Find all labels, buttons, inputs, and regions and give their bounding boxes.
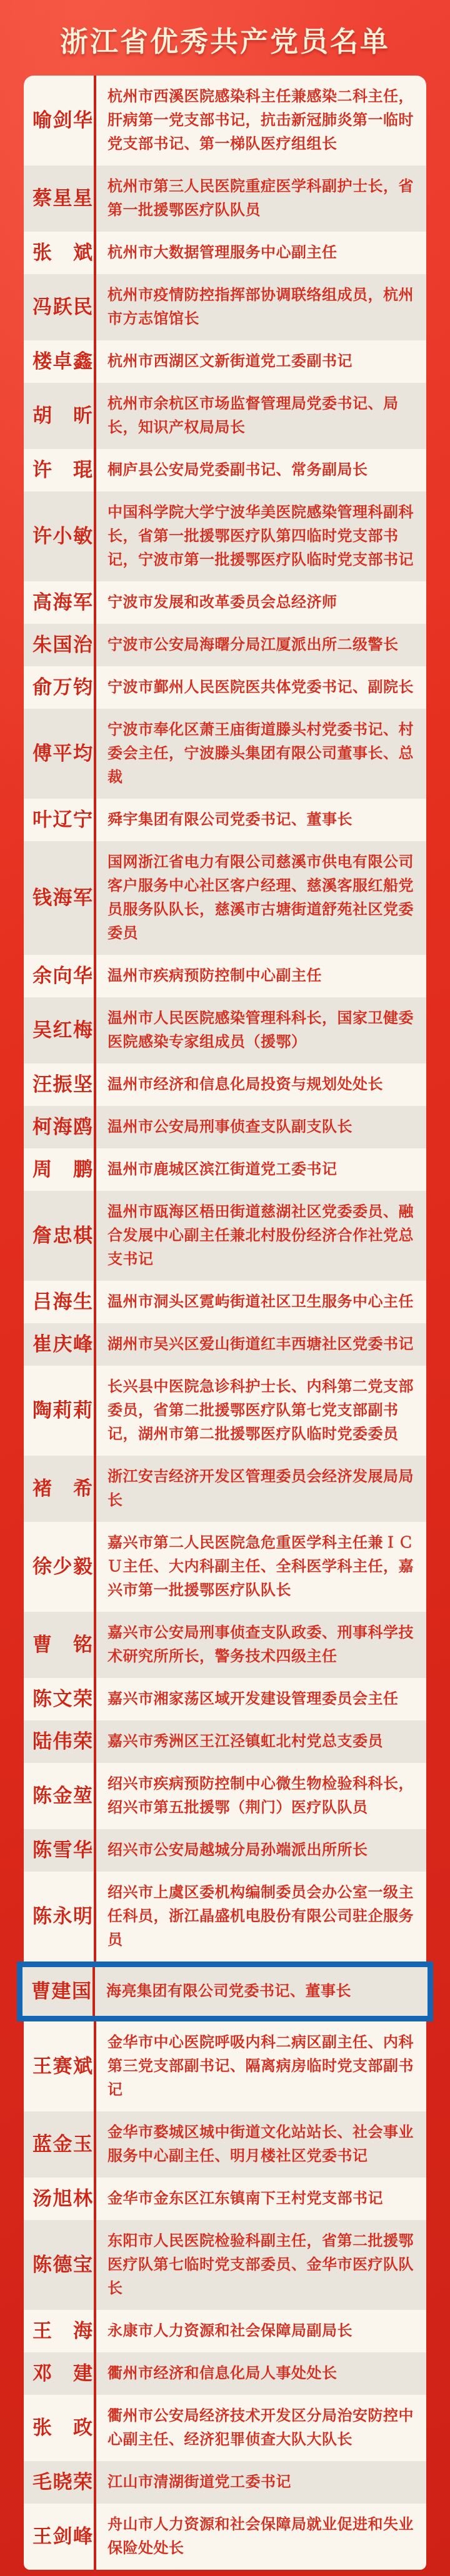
- member-name: 俞万钧: [32, 676, 92, 698]
- member-title-cell: [94, 1366, 426, 1456]
- list-item: [24, 383, 426, 449]
- member-title: 浙江安吉经济开发区管理委员会经济发展局局长: [108, 1468, 414, 1509]
- member-name: 邓 建: [32, 2362, 92, 2384]
- member-title-cell: [94, 1829, 426, 1872]
- list-item: [24, 1281, 426, 1323]
- list-item: [24, 2504, 426, 2570]
- member-name: 冯跃民: [32, 295, 92, 318]
- list-item: [24, 2111, 426, 2178]
- member-name: 许 琨: [32, 458, 92, 481]
- list-item: [24, 2461, 426, 2504]
- member-title: 国网浙江省电力有限公司慈溪市供电有限公司客户服务中心社区客户经理、慈溪客服红船党员服务队队长，慈溪市古塘街道舒苑社区党委委员: [108, 854, 414, 942]
- member-name-cell: [24, 165, 94, 232]
- page-title: 浙江省优秀共产党员名单: [59, 26, 390, 57]
- member-name-cell: [24, 76, 94, 165]
- member-title-cell: [94, 1323, 426, 1366]
- list-item: [24, 340, 426, 383]
- member-title-cell: [94, 581, 426, 624]
- member-name-cell: [24, 2111, 94, 2178]
- list-item: [24, 1191, 426, 1281]
- member-name: 吕海生: [32, 1290, 92, 1313]
- member-title: 宁波市公安局海曙分局江厦派出所二级警长: [108, 636, 399, 653]
- member-name: 傅平均: [32, 742, 92, 764]
- member-name-cell: [24, 449, 94, 491]
- list-item: [24, 2178, 426, 2220]
- member-name-cell: [24, 841, 94, 955]
- list-item: [24, 274, 426, 340]
- list-item: [24, 1829, 426, 1872]
- member-title: 金华市婺城区城中街道文化站站长、社会事业服务中心副主任、明月楼社区党委书记: [108, 2124, 414, 2164]
- member-title: 金华市金东区江东镇南下王村党支部书记: [108, 2190, 383, 2207]
- member-title: 绍兴市公安局越城分局孙端派出所所长: [108, 1842, 368, 1858]
- list-item: [24, 2220, 426, 2310]
- member-name-cell: [24, 1872, 94, 1962]
- member-name: 楼卓鑫: [32, 350, 92, 372]
- member-name: 褚 希: [32, 1477, 92, 1499]
- member-title-cell: [94, 1063, 426, 1106]
- member-name: 陈金堃: [32, 1784, 92, 1807]
- member-name-cell: [24, 1720, 94, 1763]
- member-name: 张 斌: [32, 241, 92, 264]
- member-title-cell: [94, 841, 426, 955]
- list-item: [24, 666, 426, 709]
- member-title-cell: [94, 2220, 426, 2310]
- member-title-cell: [94, 1678, 426, 1720]
- member-name: 蓝金玉: [32, 2133, 92, 2155]
- member-name-cell: [24, 1281, 94, 1323]
- member-title: 东阳市人民医院检验科副主任，省第二批援鄂医疗队第七临时党支部委员、金华市医疗队队长: [108, 2233, 414, 2297]
- list-item: [24, 1323, 426, 1366]
- member-title-cell: [94, 383, 426, 449]
- member-name: 高海军: [32, 591, 92, 613]
- member-title-cell: [94, 1872, 426, 1962]
- list-item: [24, 449, 426, 491]
- member-title: 衢州市公安局经济技术开发区分局治安防控中心副主任、经济犯罪侦查大队大队长: [108, 2407, 414, 2448]
- member-title: 杭州市西湖区文新街道党工委副书记: [108, 353, 352, 370]
- member-title: 温州市人民医院感染管理科科长，国家卫健委医院感染专家组成员（援鄂）: [108, 1010, 414, 1050]
- member-title: 长兴县中医院急诊科护士长、内科第二党支部委员，省第二批援鄂医疗队第七党支部副书记，湖州市第二批援鄂医疗队临时党委委员: [108, 1378, 414, 1443]
- member-title-cell: [94, 2352, 426, 2395]
- member-name-cell: [24, 2504, 94, 2570]
- list-item: [24, 76, 426, 165]
- member-title: 舜宇集团有限公司党委书记、董事长: [108, 811, 352, 828]
- member-title: 温州市疾病预防控制中心副主任: [108, 967, 322, 984]
- member-name: 许小敏: [32, 525, 92, 547]
- member-name-cell: [24, 383, 94, 449]
- member-name: 张 政: [32, 2416, 92, 2439]
- member-name-cell: [24, 2220, 94, 2310]
- member-title-cell: [94, 491, 426, 581]
- member-title: 宁波市发展和改革委员会总经济师: [108, 594, 338, 611]
- member-name-cell: [24, 955, 94, 997]
- member-name-cell: [24, 1106, 94, 1148]
- member-name-cell: [24, 2352, 94, 2395]
- member-title-cell: [94, 1106, 426, 1148]
- member-title: 绍兴市疾病预防控制中心微生物检验科科长，绍兴市第五批援鄂（荆门）医疗队队员: [108, 1775, 414, 1816]
- member-title: 温州市瓯海区梧田街道慈湖社区党委委员、融合发展中心副主任兼北村股份经济合作社党总支书记: [108, 1203, 414, 1268]
- member-name: 王 海: [32, 2319, 92, 2342]
- list-item: [24, 165, 426, 232]
- member-name-cell: [24, 1191, 94, 1281]
- member-name-cell: [24, 1612, 94, 1678]
- member-name-cell: [24, 709, 94, 799]
- member-name-cell: [24, 997, 94, 1063]
- member-title-cell: [94, 624, 426, 666]
- member-title: 温州市鹿城区滨江街道党工委书记: [108, 1161, 338, 1178]
- member-title-cell: [94, 449, 426, 491]
- member-name: 王剑峰: [32, 2525, 92, 2547]
- list-item: [24, 841, 426, 955]
- member-title: 绍兴市上虞区委机构编制委员会办公室一级主任科员，浙江晶盛机电股份有限公司驻企服务员: [108, 1884, 414, 1948]
- member-name-cell: [24, 1323, 94, 1366]
- member-title-cell: [94, 1720, 426, 1763]
- member-title-cell: [94, 997, 426, 1063]
- member-list: [24, 76, 426, 2576]
- member-title-cell: [94, 232, 426, 274]
- member-name: 陶莉莉: [32, 1399, 92, 1421]
- member-name: 王赛斌: [32, 2055, 92, 2077]
- member-title-cell: [94, 709, 426, 799]
- member-title-cell: [94, 1281, 426, 1323]
- highlight-box: [17, 1962, 433, 2021]
- member-title: 衢州市经济和信息化局人事处处长: [108, 2365, 338, 2382]
- member-name-cell: [24, 2310, 94, 2352]
- list-item: [24, 799, 426, 841]
- member-name-cell: [24, 799, 94, 841]
- member-title-cell: [94, 1763, 426, 1829]
- member-name: 陈文荣: [32, 1687, 92, 1710]
- member-title-cell: [94, 2111, 426, 2178]
- member-name: 陈德宝: [32, 2253, 92, 2276]
- member-name: 钱海军: [32, 886, 92, 909]
- list-item: [24, 2021, 426, 2111]
- member-name-cell: [24, 624, 94, 666]
- member-name-cell: [24, 2461, 94, 2504]
- member-title: 江山市清湖街道党工委书记: [108, 2474, 291, 2490]
- member-name: 詹忠棋: [32, 1224, 92, 1246]
- member-name-cell: [24, 2021, 94, 2111]
- member-title-cell: [94, 955, 426, 997]
- list-item: [24, 2395, 426, 2461]
- member-name-cell: [24, 1678, 94, 1720]
- member-title-cell: [94, 1612, 426, 1678]
- list-item: [24, 1720, 426, 1763]
- member-name-cell: [24, 1366, 94, 1456]
- list-item: [24, 1063, 426, 1106]
- member-name-cell: [24, 2178, 94, 2220]
- member-title: 金华市中心医院呼吸内科二病区副主任、内科第三党支部副书记、隔离病房临时党支部副书记: [108, 2034, 414, 2098]
- member-name-cell: [24, 340, 94, 383]
- list-item: [24, 1612, 426, 1678]
- member-title: 嘉兴市公安局刑事侦查支队政委、刑事科学技术研究所所长，警务技术四级主任: [108, 1624, 414, 1665]
- member-name-cell: [24, 274, 94, 340]
- list-item: [24, 232, 426, 274]
- member-name: 陆伟荣: [32, 1730, 92, 1752]
- member-name: 曹建国: [31, 1980, 91, 2002]
- member-title-cell: [94, 274, 426, 340]
- member-name: 汪振坚: [32, 1073, 92, 1095]
- member-name: 陈永明: [32, 1905, 92, 1927]
- member-name-cell: [24, 491, 94, 581]
- member-title-cell: [92, 1967, 428, 2016]
- member-name: 汤旭林: [32, 2187, 92, 2209]
- member-name: 毛晓荣: [32, 2470, 92, 2493]
- member-title: 宁波市鄞州人民医院医共体党委书记、副院长: [108, 679, 414, 696]
- member-title: 海亮集团有限公司党委书记、董事长: [106, 1983, 351, 2000]
- list-item: [24, 997, 426, 1063]
- member-title-cell: [94, 2021, 426, 2111]
- member-title: 嘉兴市湘家荡区域开发建设管理委员会主任: [108, 1690, 399, 1707]
- member-name: 柯海鸥: [32, 1115, 92, 1138]
- member-title: 舟山市人力资源和社会保障局就业促进和失业保险处处长: [108, 2516, 414, 2557]
- member-name: 吴红梅: [32, 1019, 92, 1041]
- member-title: 宁波市奉化区萧王庙街道滕头村党委书记、村委会主任，宁波滕头集团有限公司董事长、总裁: [108, 721, 414, 786]
- member-title-cell: [94, 1191, 426, 1281]
- member-title: 湖州市吴兴区爱山街道红丰西塘社区党委书记: [108, 1336, 414, 1353]
- member-title-cell: [94, 666, 426, 709]
- member-title: 杭州市第三人民医院重症医学科副护士长，省第一批援鄂医疗队队员: [108, 178, 414, 219]
- member-title: 嘉兴市秀洲区王江泾镇虹北村党总支委员: [108, 1733, 383, 1750]
- member-title: 中国科学院大学宁波华美医院感染管理科副科长，省第一批援鄂医疗队第四临时党支部书记，宁波市第一批援鄂医疗队临时党支部书记: [108, 504, 414, 568]
- member-title-cell: [94, 1522, 426, 1612]
- member-title-cell: [94, 2395, 426, 2461]
- member-name: 陈雪华: [32, 1838, 92, 1861]
- member-name: 叶辽宁: [32, 808, 92, 831]
- member-title: 桐庐县公安局党委副书记、常务副局长: [108, 461, 368, 478]
- member-title: 温州市洞头区霓屿街道社区卫生服务中心主任: [108, 1293, 414, 1310]
- member-name: 胡 昕: [32, 404, 92, 427]
- list-item: [24, 955, 426, 997]
- member-title-cell: [94, 76, 426, 165]
- member-name: 蔡星星: [32, 187, 92, 209]
- list-item: [24, 1678, 426, 1720]
- member-name: 曹 铭: [32, 1633, 92, 1656]
- member-name: 朱国治: [32, 633, 92, 656]
- list-item: [24, 2352, 426, 2395]
- member-title-cell: [94, 2504, 426, 2570]
- list-item: [24, 491, 426, 581]
- member-title-cell: [94, 2310, 426, 2352]
- member-title: 嘉兴市第二人民医院急危重医学科主任兼ＩＣＵ主任、大内科副主任、全科医学科主任，嘉兴市第一批援鄂医疗队队长: [108, 1534, 414, 1599]
- member-title-cell: [94, 1456, 426, 1522]
- member-title-cell: [94, 799, 426, 841]
- member-name: 喻剑华: [32, 109, 92, 131]
- member-name-cell: [24, 1829, 94, 1872]
- member-name-cell: [22, 1967, 92, 2016]
- list-item: [24, 1366, 426, 1456]
- list-item: [24, 1148, 426, 1191]
- member-title: 杭州市西溪医院感染科主任兼感染二科主任，肝病第一党支部书记，抗击新冠肺炎第一临时党支部书记、第一梯队医疗组组长: [108, 88, 414, 152]
- member-name-cell: [24, 1763, 94, 1829]
- member-title: 温州市经济和信息化局投资与规划处处长: [108, 1076, 383, 1093]
- member-title-cell: [94, 1148, 426, 1191]
- member-title: 杭州市大数据管理服务中心副主任: [108, 244, 338, 261]
- list-item: [24, 1106, 426, 1148]
- member-name: 余向华: [32, 964, 92, 987]
- member-name-cell: [24, 1063, 94, 1106]
- member-name-cell: [24, 2395, 94, 2461]
- list-item: [24, 581, 426, 624]
- member-name-cell: [24, 232, 94, 274]
- list-item: [24, 2310, 426, 2352]
- member-title-cell: [94, 2178, 426, 2220]
- member-title: 杭州市疫情防控指挥部协调联络组成员，杭州市方志馆馆长: [108, 287, 414, 327]
- member-title: 永康市人力资源和社会保障局副局长: [108, 2322, 352, 2339]
- list-item: [22, 1967, 428, 2016]
- member-name: 周 鹏: [32, 1158, 92, 1180]
- list-item: [24, 709, 426, 799]
- list-item: [24, 1872, 426, 1962]
- member-title-cell: [94, 165, 426, 232]
- member-name-cell: [24, 1522, 94, 1612]
- member-name: 崔庆峰: [32, 1333, 92, 1355]
- list-item: [24, 624, 426, 666]
- member-title: 温州市公安局刑事侦查支队副支队长: [108, 1118, 352, 1135]
- member-name-cell: [24, 581, 94, 624]
- list-item: [24, 1522, 426, 1612]
- member-title-cell: [94, 2461, 426, 2504]
- member-title-cell: [94, 340, 426, 383]
- list-item: [24, 1456, 426, 1522]
- member-name-cell: [24, 1456, 94, 1522]
- member-name-cell: [24, 666, 94, 709]
- list-item: [24, 1763, 426, 1829]
- member-name-cell: [24, 1148, 94, 1191]
- member-name: 徐少毅: [32, 1555, 92, 1577]
- member-title: 杭州市余杭区市场监督管理局党委书记、局长，知识产权局局长: [108, 395, 399, 436]
